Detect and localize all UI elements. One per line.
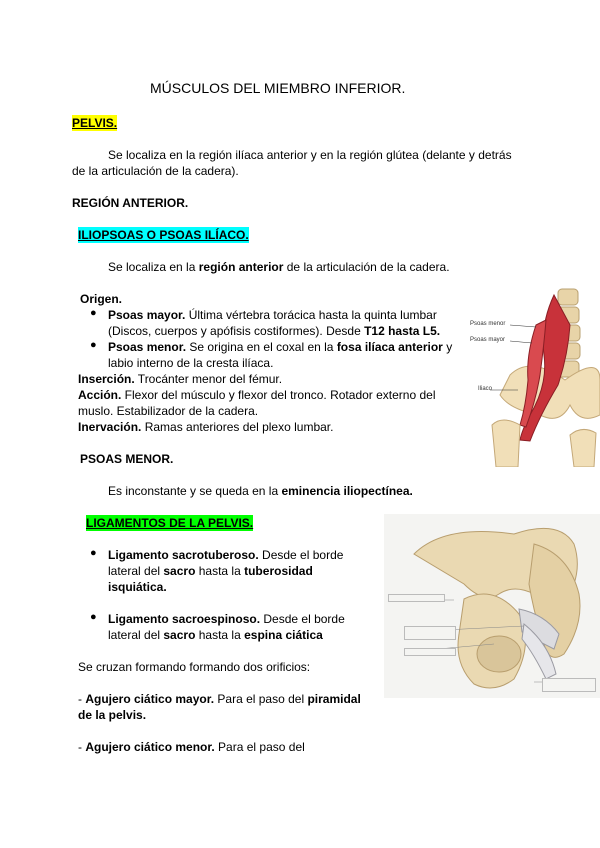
- iliopsoas-heading: ILIOPSOAS O PSOAS ILÍACO.: [78, 228, 249, 242]
- accion-line1: [78, 387, 436, 403]
- insercion-bold: Inserción.: [78, 372, 135, 386]
- ligamento2-text2-bold2: espina ciática: [244, 628, 323, 642]
- pelvis-intro-line2: de la articulación de la cadera).: [72, 164, 239, 178]
- psoas-mayor-label: Psoas mayor: [470, 337, 506, 343]
- iliopsoas-intro-post: de la articulación de la cadera.: [283, 260, 450, 274]
- agujero-menor-line: [78, 739, 305, 755]
- cruzan-text: Se cruzan formando formando dos orificios:: [78, 660, 311, 674]
- ligamento2-text1: Desde el borde: [260, 612, 345, 626]
- agujero-mayor-bold: Agujero ciático mayor.: [85, 692, 215, 706]
- bullet-icon: ●: [90, 307, 97, 319]
- agujero-mayor-text: Para el paso del: [214, 692, 308, 706]
- inervacion-text: Ramas anteriores del plexo lumbar.: [141, 420, 334, 434]
- ligamento1-bold: Ligamento sacrotuberoso.: [108, 548, 259, 562]
- psoas-menor-heading: PSOAS MENOR.: [80, 452, 174, 466]
- ligamento1-text2-pre: lateral del: [108, 564, 164, 578]
- inervacion-line: [78, 419, 333, 435]
- psoas-anatomy-figure: [470, 285, 600, 467]
- psoas-mayor-bold2: T12 hasta L5.: [364, 324, 441, 338]
- inervacion-bold: Inervación.: [78, 420, 142, 434]
- psoas-mayor-line1: [108, 307, 437, 323]
- bullet-icon: ●: [90, 547, 97, 559]
- figure-label-box: [404, 626, 456, 640]
- ligamento2-text2-mid: hasta la: [195, 628, 245, 642]
- psoas-mayor-bold: Psoas mayor.: [108, 308, 186, 322]
- psoas-mayor-line2: [108, 323, 440, 339]
- ligamento1-line3: isquiática.: [108, 580, 167, 594]
- insercion-text: Trocánter menor del fémur.: [134, 372, 283, 386]
- iliopsoas-intro-pre: Se localiza en la: [108, 260, 199, 274]
- bullet-icon: ●: [90, 339, 97, 351]
- pelvis-heading: PELVIS.: [72, 116, 118, 130]
- pelvis-ligaments-illustration: [384, 514, 600, 698]
- document-title: MÚSCULOS DEL MIEMBRO INFERIOR.: [150, 80, 406, 96]
- ligamento1-text2-bold2: tuberosidad: [244, 564, 313, 578]
- psoas-menor-text: [108, 483, 413, 499]
- psoas-menor-bold2: fosa ilíaca anterior: [336, 340, 443, 354]
- ligamento1-line1: [108, 547, 343, 563]
- psoas-mayor-text2: (Discos, cuerpos y apófisis costiformes). Desde: [108, 324, 365, 338]
- ligamento1-line2: [108, 563, 313, 579]
- ligamento2-text2-pre: lateral del: [108, 628, 164, 642]
- accion-line2: muslo. Estabilizador de la cadera.: [78, 404, 259, 418]
- agujero-mayor-line2: de la pelvis.: [78, 708, 147, 722]
- iliaco-label: Iliaco: [478, 386, 493, 392]
- psoas-menor-bold: Psoas menor.: [108, 340, 187, 354]
- region-anterior-heading: REGIÓN ANTERIOR.: [72, 196, 189, 210]
- agujero-menor-text: Para el paso del: [214, 740, 305, 754]
- psoas-menor-text-bold: eminencia iliopectínea.: [281, 484, 413, 498]
- pelvis-intro-line1: Se localiza en la región ilíaca anterior y en la región glútea (delante y detrás: [108, 148, 512, 162]
- agujero-mayor-bold2: piramidal: [307, 692, 361, 706]
- iliopsoas-intro: [108, 259, 450, 275]
- pelvis-ligaments-figure: [384, 514, 600, 698]
- iliopsoas-intro-bold: región anterior: [198, 260, 284, 274]
- agujero-mayor-line1: [78, 691, 361, 707]
- accion-bold: Acción.: [78, 388, 122, 402]
- psoas-anatomy-illustration: [470, 285, 600, 467]
- ligamento2-line2: [108, 627, 323, 643]
- ligamento1-text2-bold: sacro: [163, 564, 196, 578]
- agujero-mayor-pre: -: [78, 692, 86, 706]
- psoas-menor-text1: Se origina en el coxal en la: [186, 340, 337, 354]
- psoas-menor-line1: [108, 339, 452, 355]
- bullet-icon: ●: [90, 611, 97, 623]
- ligamento1-text2-mid: hasta la: [195, 564, 245, 578]
- ligamentos-heading: LIGAMENTOS DE LA PELVIS.: [86, 516, 254, 530]
- accion-text1: Flexor del músculo y flexor del tronco. Rotador externo del: [121, 388, 436, 402]
- psoas-menor-label: Psoas menor: [470, 321, 506, 327]
- ligamento1-text1: Desde el borde: [258, 548, 344, 562]
- psoas-menor-text1b: y: [442, 340, 453, 354]
- ligamento2-text2-bold: sacro: [163, 628, 196, 642]
- figure-label-box: [388, 594, 445, 602]
- agujero-menor-bold: Agujero ciático menor.: [85, 740, 215, 754]
- insercion-line: [78, 371, 282, 387]
- origen-label: Origen.: [80, 292, 123, 306]
- figure-label-box: [542, 678, 596, 692]
- ligamento2-line1: [108, 611, 345, 627]
- agujero-menor-pre: -: [78, 740, 86, 754]
- psoas-menor-text-pre: Es inconstante y se queda en la: [108, 484, 282, 498]
- psoas-mayor-text1: Última vértebra torácica hasta la quinta lumbar: [185, 308, 437, 322]
- psoas-menor-line2: labio interno de la cresta ilíaca.: [108, 356, 274, 370]
- ligamento2-bold: Ligamento sacroespinoso.: [108, 612, 261, 626]
- figure-label-box: [404, 648, 456, 656]
